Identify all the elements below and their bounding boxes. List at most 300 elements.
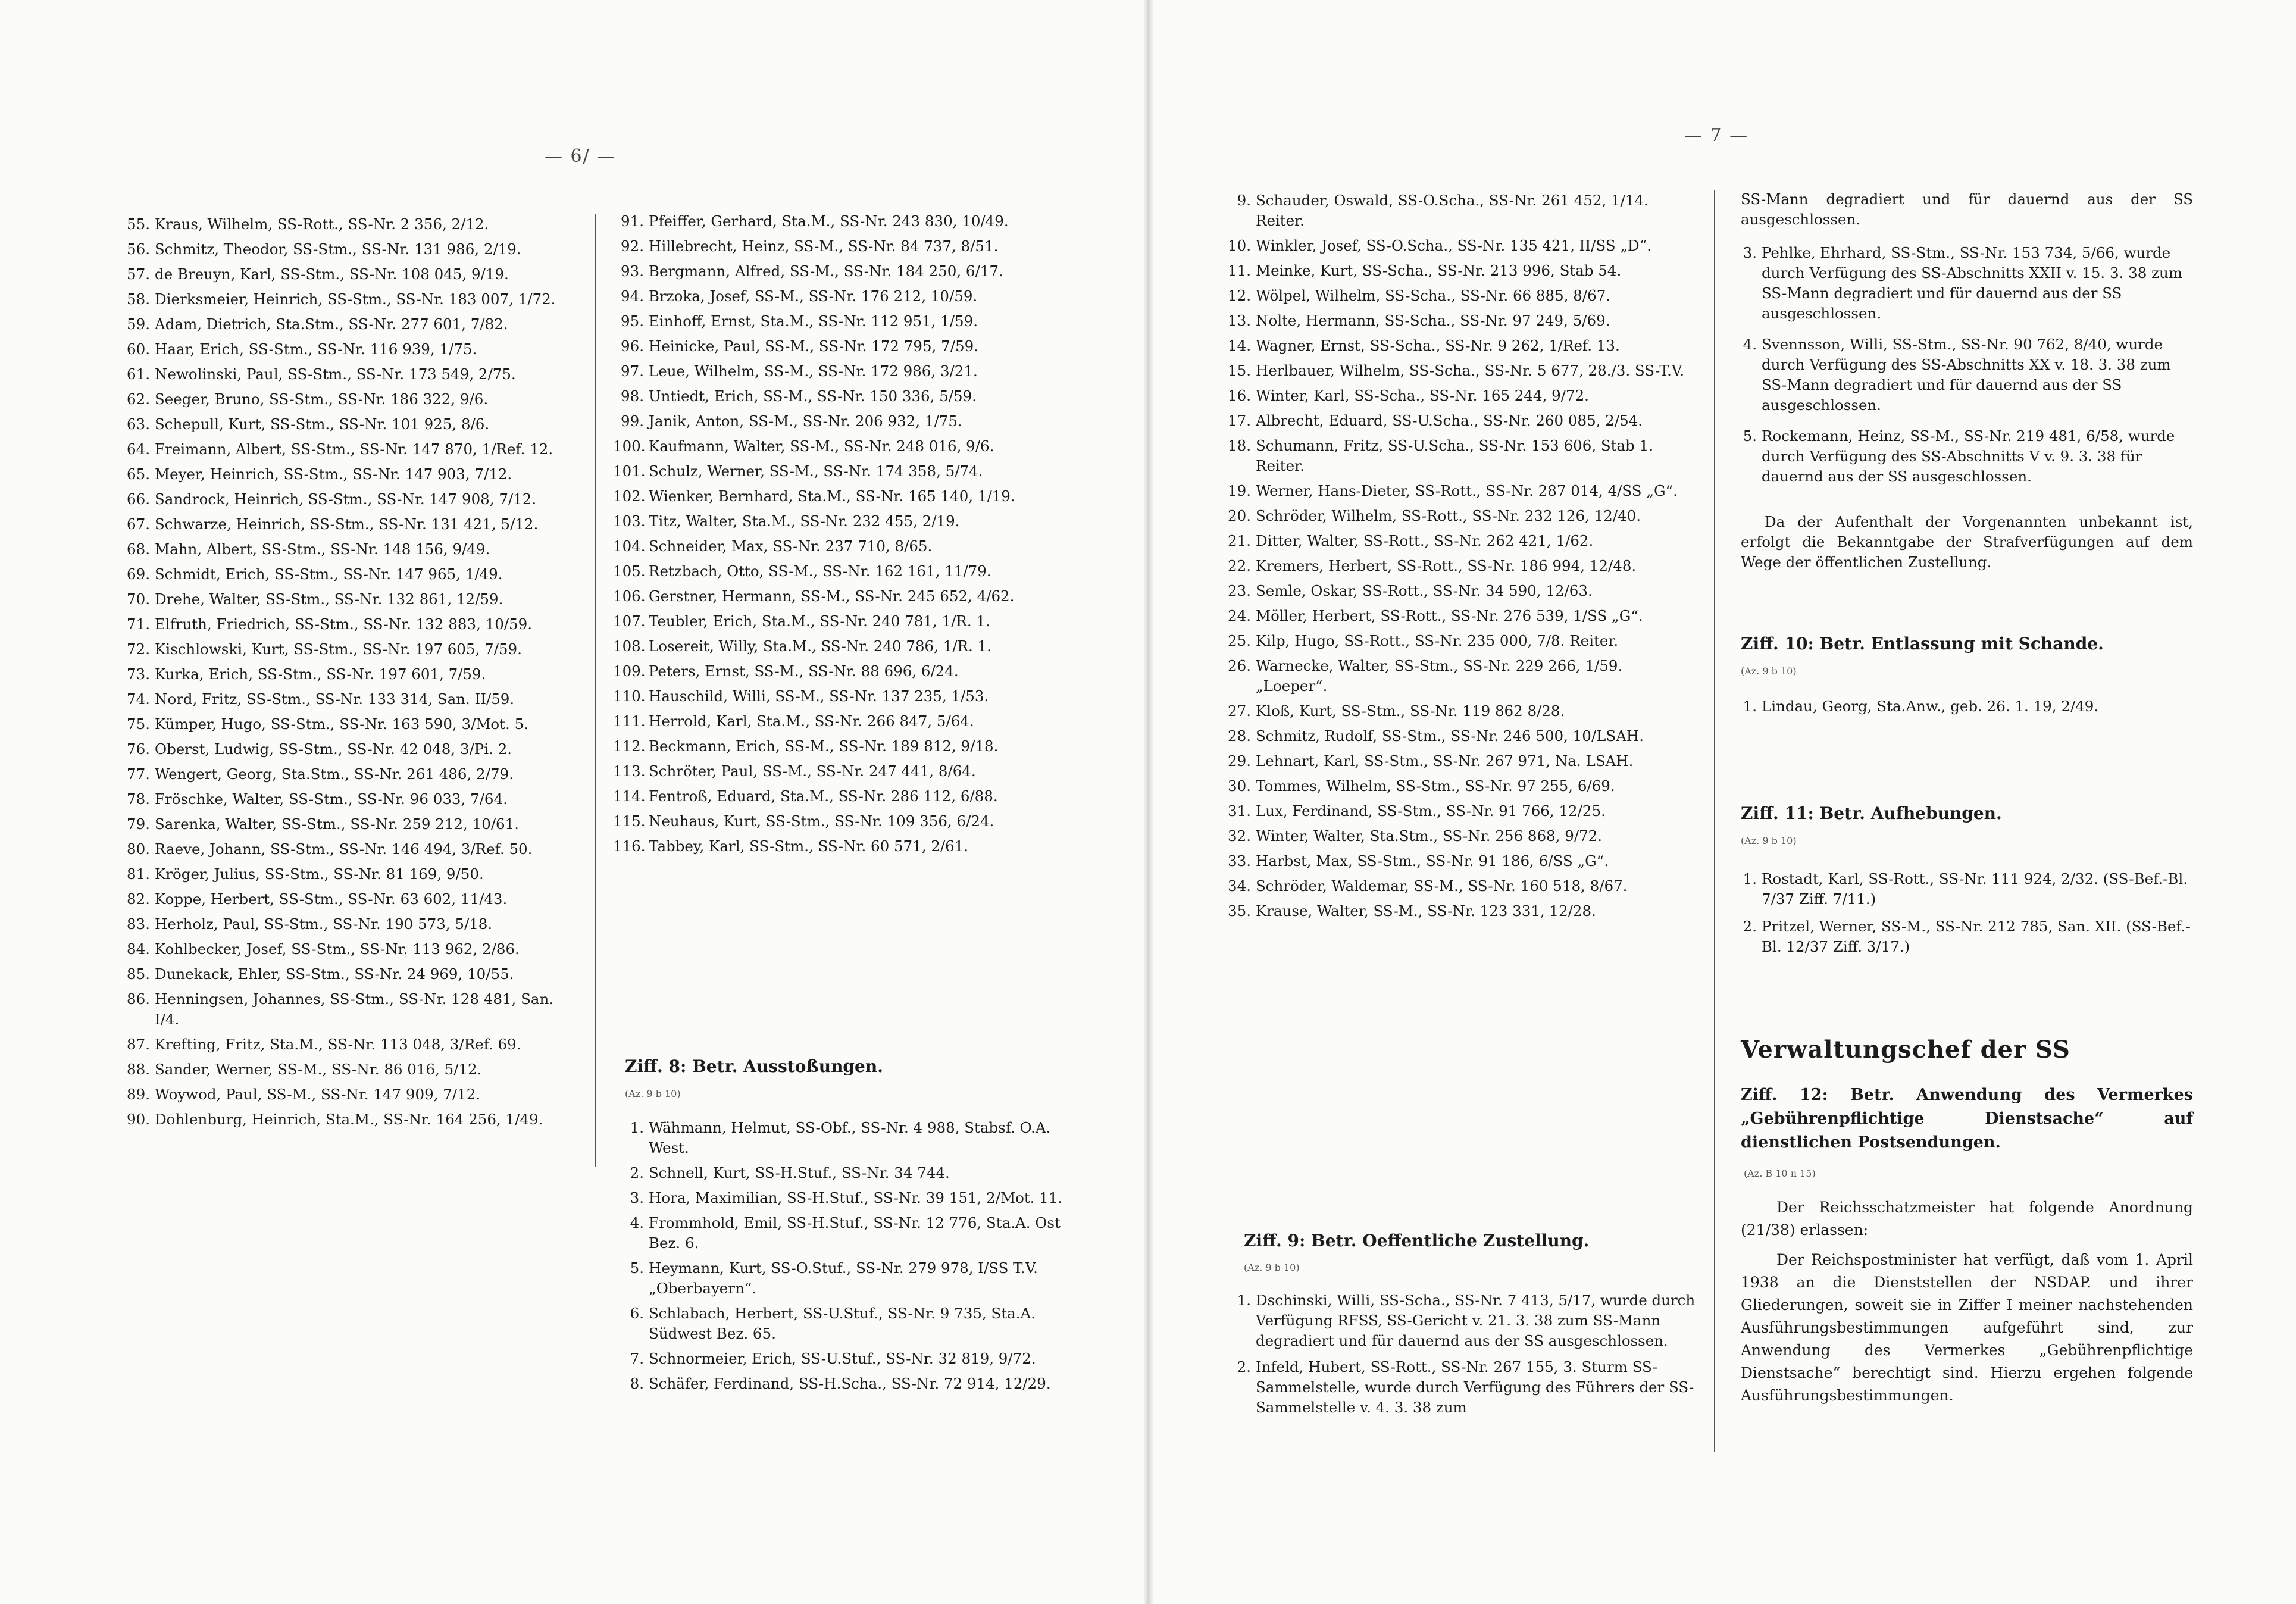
item-number: 57. — [127, 265, 150, 283]
list-item — [1220, 336, 1696, 356]
item-number: 76. — [127, 740, 150, 758]
list-item — [119, 1059, 577, 1080]
item-text: Rockemann, Heinz, SS-M., SS-Nr. 219 481, 6/58, wurde durch Verfügung des SS-Abschnitts V v. 9. 3. 38 für dauernd aus der SS ausgeschlossen. — [1762, 427, 2175, 485]
item-number: 85. — [127, 965, 150, 983]
list-item — [613, 236, 1071, 257]
item-text: Heymann, Kurt, SS-O.Stuf., SS-Nr. 279 978, I/SS T.V. „Oberbayern“. — [649, 1259, 1038, 1297]
list-item — [1220, 801, 1696, 821]
item-number: 14. — [1228, 337, 1251, 354]
item-text: Hora, Maximilian, SS-H.Stuf., SS-Nr. 39 151, 2/Mot. 11. — [649, 1189, 1063, 1206]
list-item — [613, 286, 1071, 307]
item-number: 1. — [1743, 698, 1757, 715]
ziff11-ref: (Az. 9 b 10) — [1741, 835, 1797, 846]
list-item — [613, 536, 1071, 556]
list-item — [1220, 876, 1696, 896]
item-number: 10. — [1228, 237, 1251, 254]
item-number: 105. — [613, 562, 646, 580]
item-number: 26. — [1228, 657, 1251, 674]
list-item — [613, 411, 1071, 432]
list-item — [119, 839, 577, 859]
page-fold — [1144, 0, 1153, 1604]
item-number: 20. — [1228, 507, 1251, 524]
item-number: 99. — [621, 412, 644, 430]
item-text: Nolte, Hermann, SS-Scha., SS-Nr. 97 249, 5/69. — [1256, 312, 1610, 329]
list-item — [119, 214, 577, 234]
item-number: 24. — [1228, 607, 1251, 624]
item-number: 11. — [1228, 262, 1251, 279]
page-number-right: — 7 — — [1684, 125, 1749, 146]
list-item — [613, 561, 1071, 581]
item-number: 22. — [1228, 557, 1251, 574]
list-item — [613, 361, 1071, 382]
list-item — [613, 1188, 1071, 1208]
list-item — [613, 836, 1071, 856]
list-item — [119, 1109, 577, 1130]
item-text: Schnormeier, Erich, SS-U.Stuf., SS-Nr. 32 819, 9/72. — [649, 1350, 1036, 1367]
item-number: 110. — [613, 687, 646, 705]
list-item — [119, 764, 577, 784]
item-text: Rostadt, Karl, SS-Rott., SS-Nr. 111 924, 2/32. (SS-Bef.-Bl. 7/37 Ziff. 7/11.) — [1762, 870, 2188, 908]
ziff10-list — [1726, 696, 2193, 721]
item-text: Harbst, Max, SS-Stm., SS-Nr. 91 186, 6/SS „G“. — [1256, 852, 1609, 870]
list-item — [1220, 361, 1696, 381]
item-text: Drehe, Walter, SS-Stm., SS-Nr. 132 861, 12/59. — [155, 590, 503, 608]
list-item — [119, 889, 577, 909]
ziff12-paragraph-2: Der Reichspostminister hat verfügt, daß vom 1. April 1938 an die Dienststellen der NSDAP. und ihrer Gliederungen, soweit sie in Ziffer I meiner nachstehenden Ausführungsbestimmungen aufgeführt sind, zur Anwendung des Vermerkes „Gebührenpflichtige Dienstsache“ berechtigt sind. Hierzu ergehen folgende Ausführungsbestimmungen. — [1741, 1251, 2193, 1404]
item-number: 92. — [621, 237, 644, 255]
list-item — [119, 964, 577, 984]
item-number: 2. — [1237, 1358, 1251, 1375]
item-text: Kischlowski, Kurt, SS-Stm., SS-Nr. 197 605, 7/59. — [155, 640, 522, 658]
item-text: Meyer, Heinrich, SS-Stm., SS-Nr. 147 903, 7/12. — [155, 465, 512, 483]
item-text: Schnell, Kurt, SS-H.Stuf., SS-Nr. 34 744. — [649, 1164, 950, 1181]
item-number: 61. — [127, 365, 150, 383]
list-item — [119, 539, 577, 559]
col2-note: Da der Aufenthalt der Vorgenannten unbekannt ist, erfolgt die Bekanntgabe der Strafverfügungen auf dem Wege der öffentlichen Zustellung. — [1741, 513, 2193, 571]
item-number: 68. — [127, 540, 150, 558]
item-number: 25. — [1228, 632, 1251, 649]
item-text: Kröger, Julius, SS-Stm., SS-Nr. 81 169, 9/50. — [155, 865, 484, 883]
list-item — [1220, 190, 1696, 231]
item-text: Wengert, Georg, Sta.Stm., SS-Nr. 261 486, 2/79. — [155, 765, 514, 783]
list-item — [1220, 556, 1696, 576]
list-item — [1220, 286, 1696, 306]
item-text: Schmitz, Rudolf, SS-Stm., SS-Nr. 246 500, 10/LSAH. — [1256, 727, 1644, 745]
item-text: Infeld, Hubert, SS-Rott., SS-Nr. 267 155, 3. Sturm SS-Sammelstelle, wurde durch Verfügung des Führers der SS-Sammelstelle v. 4. 3. 38 zum — [1256, 1358, 1694, 1416]
item-number: 115. — [613, 812, 646, 830]
list-item — [119, 589, 577, 609]
item-text: Haar, Erich, SS-Stm., SS-Nr. 116 939, 1/75. — [155, 340, 477, 358]
item-number: 114. — [613, 787, 646, 805]
ziff8-ref: (Az. 9 b 10) — [625, 1088, 681, 1099]
ziff8-list — [613, 1118, 1071, 1399]
item-text: Kraus, Wilhelm, SS-Rott., SS-Nr. 2 356, 2/12. — [155, 215, 489, 233]
item-text: Krefting, Fritz, Sta.M., SS-Nr. 113 048, 3/Ref. 69. — [155, 1036, 521, 1053]
list-item — [613, 1258, 1071, 1299]
item-number: 112. — [613, 737, 646, 755]
item-number: 81. — [127, 865, 150, 883]
item-number: 12. — [1228, 287, 1251, 304]
item-number: 9. — [1237, 192, 1251, 209]
item-number: 62. — [127, 390, 150, 408]
item-text: Sandrock, Heinrich, SS-Stm., SS-Nr. 147 908, 7/12. — [155, 490, 537, 508]
list-item — [119, 564, 577, 584]
item-text: Kilp, Hugo, SS-Rott., SS-Nr. 235 000, 7/8. Reiter. — [1256, 632, 1619, 649]
list-item — [613, 586, 1071, 606]
item-number: 86. — [127, 990, 150, 1008]
item-text: Janik, Anton, SS-M., SS-Nr. 206 932, 1/75. — [649, 412, 962, 430]
list-item — [613, 661, 1071, 681]
item-number: 31. — [1228, 802, 1251, 820]
list-item — [119, 739, 577, 759]
item-number: 21. — [1228, 532, 1251, 549]
item-number: 93. — [621, 262, 644, 280]
item-number: 107. — [613, 612, 646, 630]
list-item — [1220, 506, 1696, 526]
item-text: Schmitz, Theodor, SS-Stm., SS-Nr. 131 986, 2/19. — [155, 240, 521, 258]
item-text: Warnecke, Walter, SS-Stm., SS-Nr. 229 266, 1/59. „Loeper“. — [1256, 657, 1623, 695]
item-number: 65. — [127, 465, 150, 483]
list-item — [119, 864, 577, 884]
item-text: de Breuyn, Karl, SS-Stm., SS-Nr. 108 045, 9/19. — [155, 265, 509, 283]
item-number: 108. — [613, 637, 646, 655]
list-item — [119, 439, 577, 459]
list-item — [613, 436, 1071, 457]
list-item — [119, 289, 577, 309]
item-number: 89. — [127, 1086, 150, 1103]
item-text: Peters, Ernst, SS-M., SS-Nr. 88 696, 6/24. — [649, 662, 959, 680]
item-number: 27. — [1228, 702, 1251, 720]
list-item — [1220, 236, 1696, 256]
item-text: Schröder, Waldemar, SS-M., SS-Nr. 160 518, 8/67. — [1256, 877, 1628, 895]
item-text: Adam, Dietrich, Sta.Stm., SS-Nr. 277 601, 7/82. — [155, 315, 508, 333]
list-item — [119, 614, 577, 634]
item-number: 2. — [630, 1164, 644, 1181]
item-number: 2. — [1743, 918, 1757, 935]
item-number: 33. — [1228, 852, 1251, 870]
item-number: 5. — [630, 1259, 644, 1277]
item-text: Dunekack, Ehler, SS-Stm., SS-Nr. 24 969, 10/55. — [155, 965, 514, 983]
item-text: Ditter, Walter, SS-Rott., SS-Nr. 262 421, 1/62. — [1256, 532, 1594, 549]
item-text: Retzbach, Otto, SS-M., SS-Nr. 162 161, 11/79. — [649, 562, 991, 580]
item-number: 102. — [613, 487, 646, 505]
item-text: Kümper, Hugo, SS-Stm., SS-Nr. 163 590, 3/Mot. 5. — [155, 715, 528, 733]
item-number: 72. — [127, 640, 150, 658]
list-item — [613, 636, 1071, 656]
item-number: 71. — [127, 615, 150, 633]
item-number: 94. — [621, 287, 644, 305]
list-item — [119, 914, 577, 934]
list-item — [119, 464, 577, 484]
list-item — [119, 364, 577, 384]
item-number: 58. — [127, 290, 150, 308]
list-item — [613, 1303, 1071, 1344]
item-text: Tommes, Wilhelm, SS-Stm., SS-Nr. 97 255, 6/69. — [1256, 777, 1615, 795]
list-item — [613, 711, 1071, 731]
list-item — [119, 789, 577, 809]
item-text: Schneider, Max, SS-Nr. 237 710, 8/65. — [649, 537, 933, 555]
item-number: 98. — [621, 387, 644, 405]
list-item — [1220, 901, 1696, 921]
ziff12-body — [1741, 1196, 2193, 1414]
list-item — [1220, 631, 1696, 651]
ziff9-heading: Ziff. 9: Betr. Oeffentliche Zustellung. — [1244, 1231, 1590, 1250]
list-item — [613, 761, 1071, 781]
item-number: 23. — [1228, 582, 1251, 599]
list-item — [119, 639, 577, 659]
list-item — [613, 1349, 1071, 1369]
item-number: 5. — [1743, 427, 1757, 445]
list-item — [119, 814, 577, 834]
ziff10-ref: (Az. 9 b 10) — [1741, 665, 1797, 677]
item-text: Beckmann, Erich, SS-M., SS-Nr. 189 812, 9/18. — [649, 737, 999, 755]
item-number: 56. — [127, 240, 150, 258]
item-text: Pehlke, Ehrhard, SS-Stm., SS-Nr. 153 734, 5/66, wurde durch Verfügung des SS-Abschnitts XXII v. 15. 3. 38 zum SS-Mann degradiert und für dauernd aus der SS ausgeschlossen. — [1762, 244, 2182, 322]
item-text: Semle, Oskar, SS-Rott., SS-Nr. 34 590, 12/63. — [1256, 582, 1593, 599]
item-text: Kohlbecker, Josef, SS-Stm., SS-Nr. 113 962, 2/86. — [155, 940, 520, 958]
item-text: Fröschke, Walter, SS-Stm., SS-Nr. 96 033, 7/64. — [155, 790, 508, 808]
item-text: Raeve, Johann, SS-Stm., SS-Nr. 146 494, 3/Ref. 50. — [155, 840, 533, 858]
item-text: Heinicke, Paul, SS-M., SS-Nr. 172 795, 7/59. — [649, 337, 978, 355]
ziff9-list — [1220, 1290, 1696, 1424]
ziff9-ref: (Az. 9 b 10) — [1244, 1262, 1300, 1273]
item-text: Werner, Hans-Dieter, SS-Rott., SS-Nr. 287 014, 4/SS „G“. — [1256, 482, 1678, 499]
ziff11-list — [1726, 869, 2193, 964]
item-text: Meinke, Kurt, SS-Scha., SS-Nr. 213 996, Stab 54. — [1256, 262, 1622, 279]
list-item — [1726, 426, 2193, 487]
list-item — [613, 336, 1071, 357]
item-text: Schröter, Paul, SS-M., SS-Nr. 247 441, 8/64. — [649, 762, 976, 780]
item-text: Winter, Karl, SS-Scha., SS-Nr. 165 244, 9/72. — [1256, 387, 1589, 404]
item-number: 104. — [613, 537, 646, 555]
item-number: 106. — [613, 587, 646, 605]
ziff12-heading: Ziff. 12: Betr. Anwendung des Vermerkes „Gebührenpflichtige Dienstsache“ auf dienstlichen Postsendungen. — [1741, 1086, 2193, 1152]
page-number-left: — 6/ — — [545, 146, 617, 167]
item-text: Möller, Herbert, SS-Rott., SS-Nr. 276 539, 1/SS „G“. — [1256, 607, 1643, 624]
item-number: 66. — [127, 490, 150, 508]
list-item — [1220, 436, 1696, 476]
item-text: Lux, Ferdinand, SS-Stm., SS-Nr. 91 766, 12/25. — [1256, 802, 1606, 820]
item-text: Untiedt, Erich, SS-M., SS-Nr. 150 336, 5/59. — [649, 387, 977, 405]
item-number: 6. — [630, 1305, 644, 1322]
list-item — [613, 211, 1071, 232]
item-number: 88. — [127, 1061, 150, 1078]
list-item — [1726, 334, 2193, 415]
item-text: Kremers, Herbert, SS-Rott., SS-Nr. 186 994, 12/48. — [1256, 557, 1637, 574]
list-item — [613, 461, 1071, 481]
item-number: 30. — [1228, 777, 1251, 795]
item-number: 70. — [127, 590, 150, 608]
column-rule — [595, 214, 596, 1167]
list-item — [613, 811, 1071, 831]
item-number: 1. — [630, 1119, 644, 1136]
item-number: 111. — [613, 712, 646, 730]
list-item — [613, 611, 1071, 631]
item-text: Pfeiffer, Gerhard, Sta.M., SS-Nr. 243 830, 10/49. — [649, 212, 1009, 230]
item-number: 1. — [1743, 870, 1757, 887]
item-text: Newolinski, Paul, SS-Stm., SS-Nr. 173 549, 2/75. — [155, 365, 516, 383]
item-text: Freimann, Albert, SS-Stm., SS-Nr. 147 870, 1/Ref. 12. — [155, 440, 553, 458]
list-item — [1726, 243, 2193, 324]
item-number: 101. — [613, 462, 646, 480]
list-item — [119, 414, 577, 434]
list-item — [1220, 1290, 1696, 1351]
item-number: 96. — [621, 337, 644, 355]
item-text: Krause, Walter, SS-M., SS-Nr. 123 331, 12/28. — [1256, 902, 1596, 920]
item-number: 19. — [1228, 482, 1251, 499]
item-text: Herholz, Paul, SS-Stm., SS-Nr. 190 573, 5/18. — [155, 915, 493, 933]
item-number: 90. — [127, 1111, 150, 1128]
ziff12-ref: (Az. B 10 n 15) — [1744, 1168, 1816, 1179]
item-text: Losereit, Willy, Sta.M., SS-Nr. 240 786, 1/R. 1. — [649, 637, 991, 655]
item-text: Leue, Wilhelm, SS-M., SS-Nr. 172 986, 3/21. — [649, 362, 978, 380]
item-text: Hillebrecht, Heinz, SS-M., SS-Nr. 84 737, 8/51. — [649, 237, 999, 255]
list-item — [613, 736, 1071, 756]
item-text: Sander, Werner, SS-M., SS-Nr. 86 016, 5/12. — [155, 1061, 482, 1078]
list-item — [613, 686, 1071, 706]
item-number: 69. — [127, 565, 150, 583]
list-item — [119, 264, 577, 284]
item-text: Pritzel, Werner, SS-M., SS-Nr. 212 785, San. XII. (SS-Bef.-Bl. 12/37 Ziff. 3/17.) — [1762, 918, 2191, 955]
list-item — [613, 261, 1071, 282]
item-number: 55. — [127, 215, 150, 233]
item-text: Schäfer, Ferdinand, SS-H.Scha., SS-Nr. 72 914, 12/29. — [649, 1375, 1051, 1392]
list-item — [1220, 826, 1696, 846]
item-text: Lehnart, Karl, SS-Stm., SS-Nr. 267 971, Na. LSAH. — [1256, 752, 1634, 770]
list-item — [119, 1084, 577, 1105]
item-text: Lindau, Georg, Sta.Anw., geb. 26. 1. 19, 2/49. — [1762, 698, 2099, 715]
ziff10-heading: Ziff. 10: Betr. Entlassung mit Schande. — [1741, 634, 2104, 654]
item-text: Mahn, Albert, SS-Stm., SS-Nr. 148 156, 9/49. — [155, 540, 490, 558]
item-text: Herlbauer, Wilhelm, SS-Scha., SS-Nr. 5 677, 28./3. SS-T.V. — [1256, 362, 1685, 379]
item-text: Wölpel, Wilhelm, SS-Scha., SS-Nr. 66 885, 8/67. — [1256, 287, 1611, 304]
item-text: Tabbey, Karl, SS-Stm., SS-Nr. 60 571, 2/61. — [649, 837, 969, 855]
list-item — [119, 239, 577, 259]
item-text: Titz, Walter, Sta.M., SS-Nr. 232 455, 2/19. — [649, 512, 960, 530]
item-text: Seeger, Bruno, SS-Stm., SS-Nr. 186 322, 9/6. — [155, 390, 489, 408]
list-item — [1220, 776, 1696, 796]
list-item — [1220, 531, 1696, 551]
item-number: 64. — [127, 440, 150, 458]
item-number: 74. — [127, 690, 150, 708]
item-text: Winter, Walter, Sta.Stm., SS-Nr. 256 868, 9/72. — [1256, 827, 1603, 845]
item-text: Wagner, Ernst, SS-Scha., SS-Nr. 9 262, 1/Ref. 13. — [1256, 337, 1620, 354]
right-column-1 — [1220, 190, 1696, 926]
item-number: 4. — [630, 1214, 644, 1231]
item-number: 13. — [1228, 312, 1251, 329]
item-text: Kloß, Kurt, SS-Stm., SS-Nr. 119 862 8/28. — [1256, 702, 1565, 720]
item-number: 15. — [1228, 362, 1251, 379]
list-item — [613, 786, 1071, 806]
item-number: 32. — [1228, 827, 1251, 845]
list-item — [119, 389, 577, 409]
item-text: Bergmann, Alfred, SS-M., SS-Nr. 184 250, 6/17. — [649, 262, 1003, 280]
item-text: Elfruth, Friedrich, SS-Stm., SS-Nr. 132 883, 10/59. — [155, 615, 532, 633]
item-text: Schepull, Kurt, SS-Stm., SS-Nr. 101 925, 8/6. — [155, 415, 490, 433]
ziff11-heading: Ziff. 11: Betr. Aufhebungen. — [1741, 803, 2002, 823]
item-number: 59. — [127, 315, 150, 333]
list-item — [119, 664, 577, 684]
item-number: 97. — [621, 362, 644, 380]
item-number: 109. — [613, 662, 646, 680]
list-item — [1220, 411, 1696, 431]
item-number: 60. — [127, 340, 150, 358]
item-text: Herrold, Karl, Sta.M., SS-Nr. 266 847, 5/64. — [649, 712, 974, 730]
item-number: 83. — [127, 915, 150, 933]
item-text: Dierksmeier, Heinrich, SS-Stm., SS-Nr. 183 007, 1/72. — [155, 290, 556, 308]
item-number: 1. — [1237, 1292, 1251, 1309]
item-number: 77. — [127, 765, 150, 783]
list-item — [1220, 701, 1696, 721]
list-item — [119, 989, 577, 1030]
item-text: Schwarze, Heinrich, SS-Stm., SS-Nr. 131 421, 5/12. — [155, 515, 539, 533]
list-item — [119, 689, 577, 709]
list-item — [1220, 656, 1696, 696]
list-item — [1220, 1357, 1696, 1418]
list-item — [119, 489, 577, 509]
item-number: 7. — [630, 1350, 644, 1367]
item-text: Kaufmann, Walter, SS-M., SS-Nr. 248 016, 9/6. — [649, 437, 994, 455]
item-text: Kurka, Erich, SS-Stm., SS-Nr. 197 601, 7/59. — [155, 665, 486, 683]
right-column-2-items — [1726, 243, 2193, 498]
item-number: 29. — [1228, 752, 1251, 770]
item-text: Einhoff, Ernst, Sta.M., SS-Nr. 112 951, 1/59. — [649, 312, 978, 330]
item-number: 100. — [613, 437, 646, 455]
list-item — [613, 1163, 1071, 1183]
item-text: Schlabach, Herbert, SS-U.Stuf., SS-Nr. 9 735, Sta.A. Südwest Bez. 65. — [649, 1305, 1036, 1342]
item-number: 16. — [1228, 387, 1251, 404]
item-number: 28. — [1228, 727, 1251, 745]
item-text: Winkler, Josef, SS-O.Scha., SS-Nr. 135 421, II/SS „D“. — [1256, 237, 1651, 254]
item-text: Fentroß, Eduard, Sta.M., SS-Nr. 286 112, 6/88. — [649, 787, 998, 805]
item-text: Schmidt, Erich, SS-Stm., SS-Nr. 147 965, 1/49. — [155, 565, 503, 583]
list-item — [119, 1034, 577, 1055]
ziff12-paragraph-1: Der Reichsschatzmeister hat folgende Anordnung (21/38) erlassen: — [1741, 1199, 2193, 1239]
list-item — [1726, 917, 2193, 957]
item-text: Sarenka, Walter, SS-Stm., SS-Nr. 259 212, 10/61. — [155, 815, 520, 833]
left-column-1 — [119, 214, 577, 1134]
list-item — [119, 939, 577, 959]
item-text: Dohlenburg, Heinrich, Sta.M., SS-Nr. 164 256, 1/49. — [155, 1111, 543, 1128]
item-number: 82. — [127, 890, 150, 908]
item-number: 18. — [1228, 437, 1251, 454]
item-text: Koppe, Herbert, SS-Stm., SS-Nr. 63 602, 11/43. — [155, 890, 508, 908]
item-number: 78. — [127, 790, 150, 808]
list-item — [613, 311, 1071, 332]
list-item — [119, 714, 577, 734]
list-item — [1220, 726, 1696, 746]
list-item — [1726, 696, 2193, 717]
item-number: 113. — [613, 762, 646, 780]
item-text: Brzoka, Josef, SS-M., SS-Nr. 176 212, 10/59. — [649, 287, 978, 305]
list-item — [1220, 606, 1696, 626]
item-text: Henningsen, Johannes, SS-Stm., SS-Nr. 128 481, San. I/4. — [155, 990, 554, 1028]
item-number: 4. — [1743, 336, 1757, 353]
item-number: 103. — [613, 512, 646, 530]
list-item — [119, 339, 577, 359]
item-text: Woywod, Paul, SS-M., SS-Nr. 147 909, 7/12. — [155, 1086, 481, 1103]
col2-continuation: SS-Mann degradiert und für dauernd aus der SS ausgeschlossen. — [1741, 190, 2193, 228]
ziff8-heading: Ziff. 8: Betr. Ausstoßungen. — [625, 1056, 883, 1076]
item-number: 80. — [127, 840, 150, 858]
item-text: Schauder, Oswald, SS-O.Scha., SS-Nr. 261 452, 1/14. Reiter. — [1256, 192, 1649, 229]
item-number: 67. — [127, 515, 150, 533]
item-text: Wähmann, Helmut, SS-Obf., SS-Nr. 4 988, Stabsf. O.A. West. — [649, 1119, 1051, 1156]
item-text: Teubler, Erich, Sta.M., SS-Nr. 240 781, 1/R. 1. — [649, 612, 990, 630]
list-item — [613, 511, 1071, 531]
list-item — [1220, 851, 1696, 871]
item-number: 91. — [621, 212, 644, 230]
